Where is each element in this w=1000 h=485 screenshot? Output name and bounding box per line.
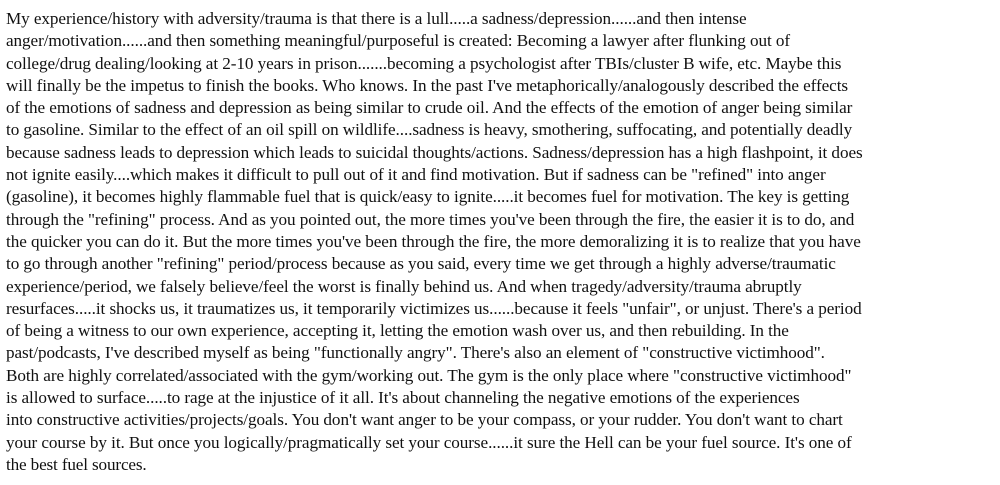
- text-line: not ignite easily....which makes it difficult to pull out of it and find motivation. But if sadness can be "refined" into anger: [6, 165, 826, 185]
- text-line: college/drug dealing/looking at 2-10 years in prison.......becoming a psychologist after TBIs/cluster B wife, etc. Maybe this: [6, 53, 842, 73]
- document-body: [6, 8, 996, 478]
- text-line: the best fuel sources.: [6, 454, 147, 474]
- text-line: into constructive activities/projects/goals. You don't want anger to be your compass, or your rudder. You don't want to chart: [6, 410, 843, 430]
- text-line: Both are highly correlated/associated with the gym/working out. The gym is the only place where "constructive victimhood": [6, 365, 852, 385]
- text-line: My experience/history with adversity/trauma is that there is a lull.....a sadness/depression......and then intense: [6, 9, 747, 28]
- text-line: your course by it. But once you logically/pragmatically set your course......it sure the Hell can be your fuel source. It's one of: [6, 432, 852, 452]
- text-line: past/podcasts, I've described myself as being "functionally angry". There's also an element of "constructive victimhood".: [6, 343, 825, 363]
- text-line: of being a witness to our own experience, accepting it, letting the emotion wash over us, and then rebuilding. In the: [6, 321, 789, 341]
- text-line: experience/period, we falsely believe/feel the worst is finally behind us. And when tragedy/adversity/trauma abruptly: [6, 276, 802, 296]
- text-line: anger/motivation......and then something meaningful/purposeful is created: Becoming a lawyer after flunking out of: [6, 31, 791, 51]
- text-line: resurfaces.....it shocks us, it traumatizes us, it temporarily victimizes us......because it feels "unfair", or unjust. There's a period: [6, 298, 862, 318]
- text-line: the quicker you can do it. But the more times you've been through the fire, the more demoralizing it is to realize that you have: [6, 231, 861, 251]
- text-line: is allowed to surface.....to rage at the injustice of it all. It's about channeling the negative emotions of the experiences: [6, 388, 800, 408]
- text-line: because sadness leads to depression which leads to suicidal thoughts/actions. Sadness/depression has a high flashpoint, it does: [6, 142, 863, 162]
- text-line: to gasoline. Similar to the effect of an oil spill on wildlife....sadness is heavy, smothering, suffocating, and potentially deadly: [6, 120, 853, 140]
- text-line: through the "refining" process. And as you pointed out, the more times you've been through the fire, the easier it is to do, and: [6, 209, 855, 229]
- text-line: to go through another "refining" period/process because as you said, every time we get through a highly adverse/traumatic: [6, 254, 836, 274]
- text-line: will finally be the impetus to finish the books. Who knows. In the past I've metaphorically/analogously described the effects: [6, 75, 848, 95]
- text-line: (gasoline), it becomes highly flammable fuel that is quick/easy to ignite.....it becomes fuel for motivation. The key is getting: [6, 187, 850, 207]
- text-line: of the emotions of sadness and depression as being similar to crude oil. And the effects of the emotion of anger being similar: [6, 98, 853, 118]
